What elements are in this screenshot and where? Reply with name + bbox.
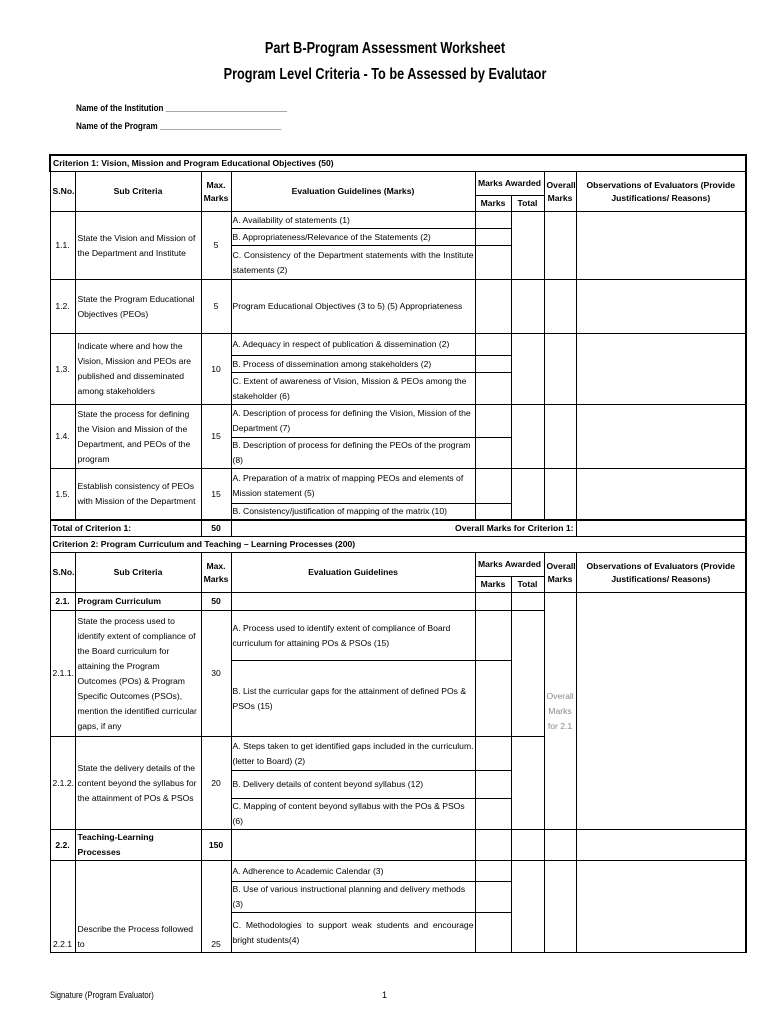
row-1-4-max: 15 bbox=[201, 405, 231, 469]
row-2-1-2-marks-a[interactable] bbox=[475, 737, 511, 771]
row-1-1-observations[interactable] bbox=[576, 212, 746, 280]
row-2-1-2-total[interactable] bbox=[511, 737, 544, 830]
row-2-1-2-sno: 2.1.2. bbox=[50, 737, 75, 830]
col-sub-criteria: Sub Criteria bbox=[75, 172, 201, 212]
row-1-2-sub: State the Program Educational Objectives (PEOs) bbox=[75, 280, 201, 334]
row-1-2-total[interactable] bbox=[511, 280, 544, 334]
row-2-1-1-marks-a[interactable] bbox=[475, 611, 511, 661]
row-1-3-guideline-c: C. Extent of awareness of Vision, Mission & PEOs among the stakeholder (6) bbox=[231, 373, 475, 405]
row-2-1-1-sno: 2.1.1. bbox=[50, 611, 75, 737]
col-observations: Observations of Evaluators (Provide Justifications/ Reasons) bbox=[576, 172, 746, 212]
row-1-2-marks[interactable] bbox=[475, 280, 511, 334]
row-1-3-marks-c[interactable] bbox=[475, 373, 511, 405]
row-1-4-total[interactable] bbox=[511, 405, 544, 469]
row-1-1-marks-a[interactable] bbox=[475, 212, 511, 229]
criterion1-total-max: 50 bbox=[201, 520, 231, 537]
col-marks-awarded: Marks Awarded bbox=[475, 172, 544, 196]
row-2-1-1-total[interactable] bbox=[511, 611, 544, 737]
row-1-5-max: 15 bbox=[201, 469, 231, 521]
row-2-1-2-guideline-a: A. Steps taken to get identified gaps included in the curriculum.(letter to Board) (2) bbox=[231, 737, 475, 771]
sec-2-1-label: Program Curriculum bbox=[75, 593, 201, 611]
row-1-4-sub: State the process for defining the Vision and Mission of the Department, and PEOs of the program bbox=[75, 405, 201, 469]
row-2-2-1-marks-a[interactable] bbox=[475, 861, 511, 882]
row-2-2-1-observations[interactable] bbox=[576, 861, 746, 953]
row-1-4-marks-b[interactable] bbox=[475, 438, 511, 469]
col-guidelines: Evaluation Guidelines (Marks) bbox=[231, 172, 475, 212]
row-1-3-overall[interactable] bbox=[544, 334, 576, 405]
page-number: 1 bbox=[382, 990, 388, 1000]
criterion1-overall-label: Overall Marks for Criterion 1: bbox=[231, 520, 576, 537]
page-title-line2: Program Level Criteria - To be Assessed by Evalutaor bbox=[223, 66, 547, 83]
row-1-4-guideline-b: B. Description of process for defining the PEOs of the program (8) bbox=[231, 438, 475, 469]
row-2-1-2-max: 20 bbox=[201, 737, 231, 830]
row-2-1-2-guideline-b: B. Delivery details of content beyond syllabus (12) bbox=[231, 771, 475, 799]
criterion1-total-label: Total of Criterion 1: bbox=[50, 520, 201, 537]
row-1-5-guideline-a: A. Preparation of a matrix of mapping PEOs and elements of Mission statement (5) bbox=[231, 469, 475, 504]
criteria-table bbox=[49, 154, 747, 953]
row-1-1-total[interactable] bbox=[511, 212, 544, 280]
col-marks: Marks bbox=[475, 196, 511, 212]
institution-name-field: Name of the Institution ___________________________ bbox=[76, 103, 287, 114]
row-1-3-sub: Indicate where and how the Vision, Mission and PEOs are published and disseminated among stakeholders bbox=[75, 334, 201, 405]
row-1-2-sno: 1.2. bbox=[50, 280, 75, 334]
row-1-5-total[interactable] bbox=[511, 469, 544, 521]
row-2-2-1-overall[interactable] bbox=[544, 861, 576, 953]
row-1-3-observations[interactable] bbox=[576, 334, 746, 405]
row-2-1-2-sub: State the delivery details of the content beyond the syllabus for the attainment of POs & PSOs bbox=[75, 737, 201, 830]
row-1-1-sub: State the Vision and Mission of the Department and Institute bbox=[75, 212, 201, 280]
sec-2-2-max: 150 bbox=[201, 830, 231, 861]
assessment-worksheet bbox=[49, 154, 745, 950]
criterion1-overall-value[interactable] bbox=[576, 520, 746, 537]
sec-2-1-observations[interactable] bbox=[576, 593, 746, 830]
col2-marks-awarded: Marks Awarded bbox=[475, 553, 544, 577]
row-1-4-overall[interactable] bbox=[544, 405, 576, 469]
sec-2-2-sno: 2.2. bbox=[50, 830, 75, 861]
row-2-2-1-total[interactable] bbox=[511, 861, 544, 953]
row-2-2-1-guideline-c: C. Methodologies to support weak students and encourage bright students(4) bbox=[231, 913, 475, 953]
col2-sub-criteria: Sub Criteria bbox=[75, 553, 201, 593]
program-name-field: Name of the Program ___________________________ bbox=[76, 121, 282, 132]
signature-label: Signature (Program Evaluator) bbox=[50, 990, 154, 1000]
row-1-1-marks-b[interactable] bbox=[475, 229, 511, 246]
row-1-3-marks-a[interactable] bbox=[475, 334, 511, 356]
row-2-2-1-guideline-b: B. Use of various instructional planning and delivery methods (3) bbox=[231, 882, 475, 913]
row-2-1-1-guideline-b: B. List the curricular gaps for the attainment of defined POs & PSOs (15) bbox=[231, 661, 475, 737]
row-2-2-1-sno: 2.2.1 bbox=[50, 861, 75, 953]
col-sno: S.No. bbox=[50, 172, 75, 212]
sec-2-1-max: 50 bbox=[201, 593, 231, 611]
row-2-2-1-max: 25 bbox=[201, 861, 231, 953]
row-1-4-observations[interactable] bbox=[576, 405, 746, 469]
row-2-1-2-guideline-c: C. Mapping of content beyond syllabus with the POs & PSOs (6) bbox=[231, 799, 475, 830]
row-2-1-1-marks-b[interactable] bbox=[475, 661, 511, 737]
row-2-1-2-marks-b[interactable] bbox=[475, 771, 511, 799]
row-2-2-1-marks-c[interactable] bbox=[475, 913, 511, 953]
row-1-1-guideline-c: C. Consistency of the Department statements with the Institute statements (2) bbox=[231, 246, 475, 280]
row-1-2-max: 5 bbox=[201, 280, 231, 334]
col2-max-marks: Max. Marks bbox=[201, 553, 231, 593]
row-1-4-guideline-a: A. Description of process for defining the Vision, Mission of the Department (7) bbox=[231, 405, 475, 438]
row-1-1-sno: 1.1. bbox=[50, 212, 75, 280]
row-1-2-overall[interactable] bbox=[544, 280, 576, 334]
row-2-2-1-marks-b[interactable] bbox=[475, 882, 511, 913]
row-1-2-observations[interactable] bbox=[576, 280, 746, 334]
page-title-line1: Part B-Program Assessment Worksheet bbox=[264, 40, 506, 57]
sec-2-2-label: Teaching-Learning Processes bbox=[75, 830, 201, 861]
row-1-1-guideline-a: A. Availability of statements (1) bbox=[231, 212, 475, 229]
row-1-3-sno: 1.3. bbox=[50, 334, 75, 405]
col-max-marks: Max. Marks bbox=[201, 172, 231, 212]
col2-marks: Marks bbox=[475, 577, 511, 593]
row-1-5-sub: Establish consistency of PEOs with Mission of the Department bbox=[75, 469, 201, 521]
row-1-4-marks-a[interactable] bbox=[475, 405, 511, 438]
row-1-5-sno: 1.5. bbox=[50, 469, 75, 521]
row-1-1-marks-c[interactable] bbox=[475, 246, 511, 280]
row-2-1-1-sub: State the process used to identify extent of compliance of the Board curriculum for attaining the Program Outcomes (POs) & Program Specific Outcomes (PSOs), mention the identified curricular gaps, if any bbox=[75, 611, 201, 737]
row-2-1-2-marks-c[interactable] bbox=[475, 799, 511, 830]
row-1-2-guideline: Program Educational Objectives (3 to 5) (5) Appropriateness bbox=[231, 280, 475, 334]
row-2-2-1-sub: Describe the Process followed to bbox=[75, 861, 201, 953]
row-1-3-total[interactable] bbox=[511, 334, 544, 405]
row-1-1-guideline-b: B. Appropriateness/Relevance of the Statements (2) bbox=[231, 229, 475, 246]
sec-2-1-sno: 2.1. bbox=[50, 593, 75, 611]
row-1-1-overall[interactable] bbox=[544, 212, 576, 280]
overall-marks-2-1: Overall Marks for 2.1 bbox=[544, 593, 576, 830]
col2-guidelines: Evaluation Guidelines bbox=[231, 553, 475, 593]
row-1-5-guideline-b: B. Consistency/justification of mapping of the matrix (10) bbox=[231, 504, 475, 521]
col2-overall-marks: Overall Marks bbox=[544, 553, 576, 593]
row-1-3-max: 10 bbox=[201, 334, 231, 405]
row-1-5-observations[interactable] bbox=[576, 469, 746, 521]
col2-total: Total bbox=[511, 577, 544, 593]
row-1-4-sno: 1.4. bbox=[50, 405, 75, 469]
row-1-3-marks-b[interactable] bbox=[475, 356, 511, 373]
row-1-5-marks-a[interactable] bbox=[475, 469, 511, 504]
criterion2-title: Criterion 2: Program Curriculum and Teaching – Learning Processes (200) bbox=[50, 537, 746, 553]
col2-observations: Observations of Evaluators (Provide Justifications/ Reasons) bbox=[576, 553, 746, 593]
row-1-3-guideline-a: A. Adequacy in respect of publication & dissemination (2) bbox=[231, 334, 475, 356]
row-1-3-guideline-b: B. Process of dissemination among stakeholders (2) bbox=[231, 356, 475, 373]
row-2-1-1-guideline-a: A. Process used to identify extent of compliance of Board curriculum for attaining POs & PSOs (15) bbox=[231, 611, 475, 661]
row-1-1-max: 5 bbox=[201, 212, 231, 280]
row-2-2-1-guideline-a: A. Adherence to Academic Calendar (3) bbox=[231, 861, 475, 882]
row-1-5-overall[interactable] bbox=[544, 469, 576, 521]
col-overall-marks: Overall Marks bbox=[544, 172, 576, 212]
col-total: Total bbox=[511, 196, 544, 212]
col2-sno: S.No. bbox=[50, 553, 75, 593]
row-1-5-marks-b[interactable] bbox=[475, 504, 511, 521]
criterion1-title: Criterion 1: Vision, Mission and Program Educational Objectives (50) bbox=[50, 155, 746, 172]
row-2-1-1-max: 30 bbox=[201, 611, 231, 737]
